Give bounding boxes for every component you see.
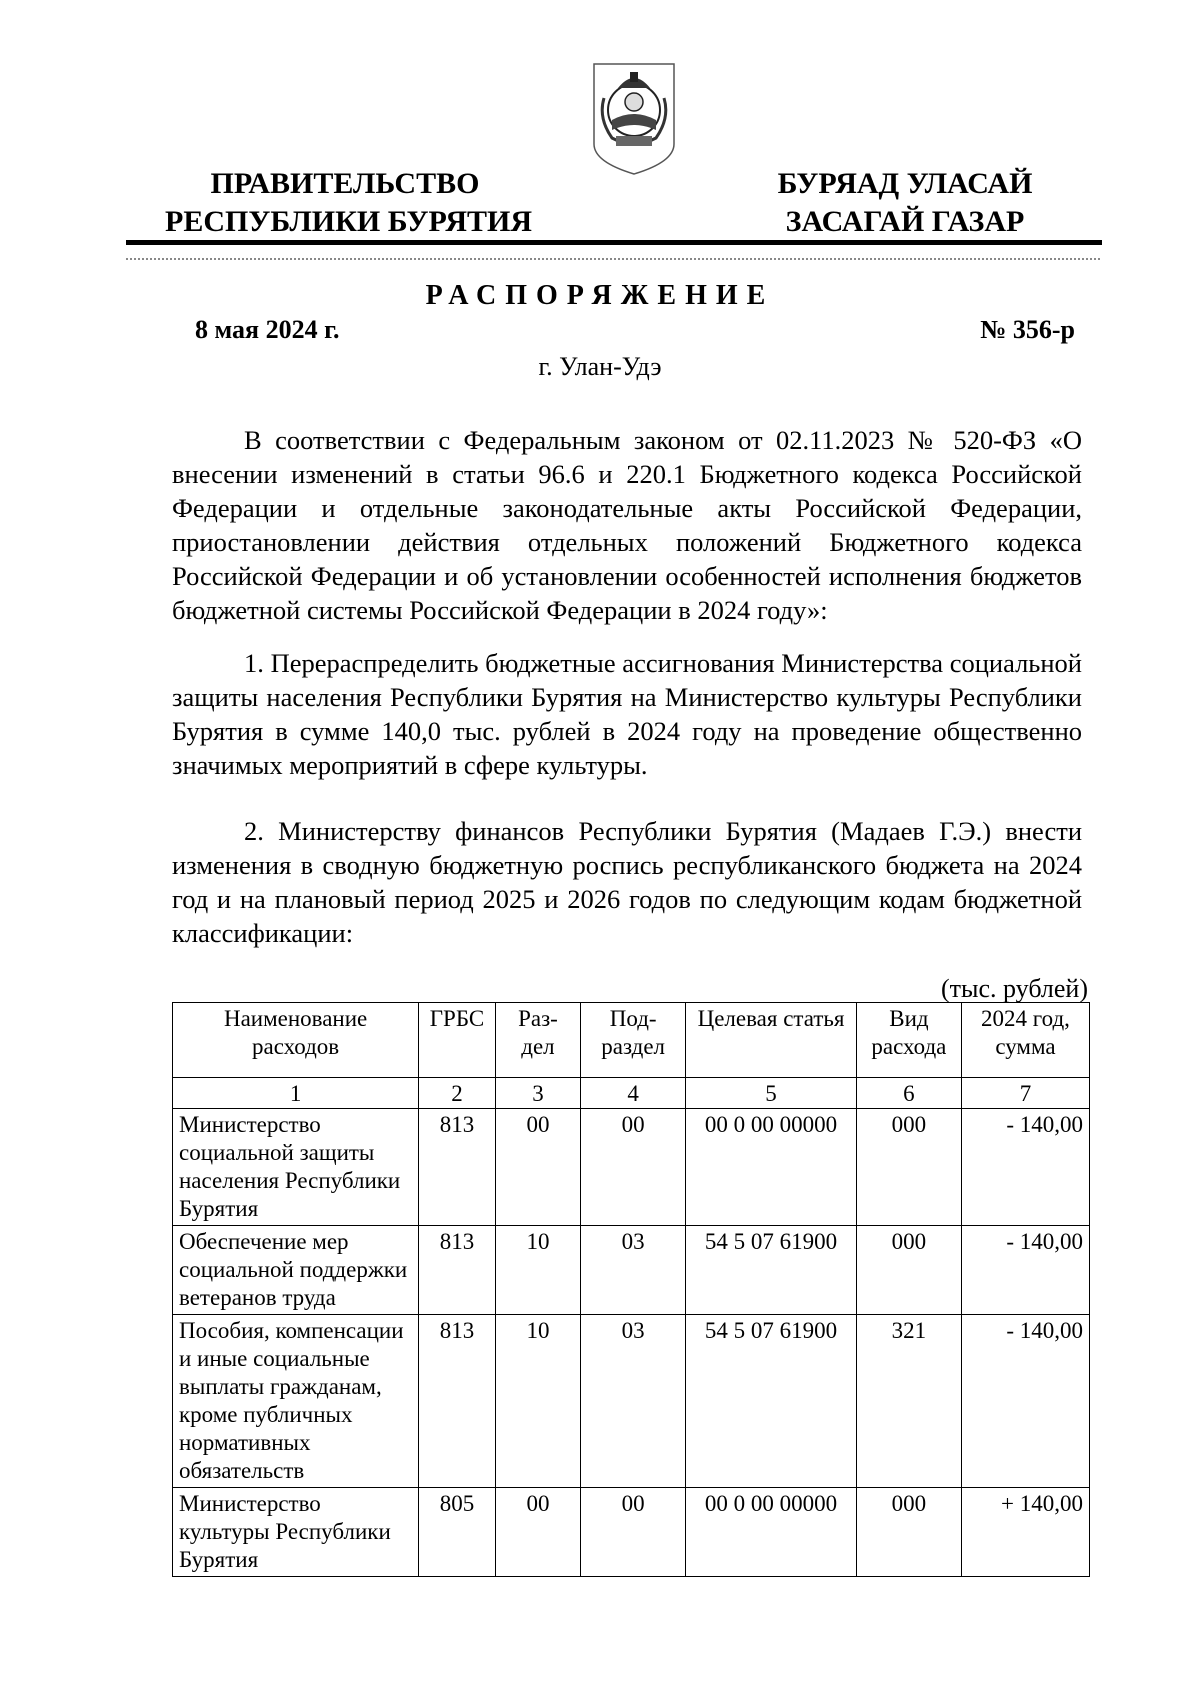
col-header-statya: Целевая статья [686,1003,857,1078]
cell-grbs: 813 [419,1109,496,1226]
cell-podrazdel: 03 [581,1226,686,1315]
cell-podrazdel: 03 [581,1315,686,1488]
cell-podrazdel: 00 [581,1488,686,1577]
table-column-numbers-row [173,1078,1090,1109]
cell-statya: 54 5 07 61900 [686,1315,857,1488]
cell-summa: + 140,00 [961,1488,1089,1577]
item-2-paragraph: 2. Министерству финансов Республики Бурятия (Мадаев Г.Э.) внести изменения в сводную бюджетную роспись республиканского бюджета на 2024 год и на плановый период 2025 и 2026 годов по следующим кодам бюджетной классификации: [172,816,1082,948]
header-left-line1: ПРАВИТЕЛЬСТВО [210,167,480,200]
col-number: 5 [686,1078,857,1109]
header-right-line1: БУРЯАД УЛАСАЙ [777,167,1033,200]
document-title: РАСПОРЯЖЕНИЕ [425,280,775,311]
cell-razdel: 10 [495,1315,580,1488]
cell-razdel: 10 [495,1226,580,1315]
table-row [173,1109,1090,1226]
table-row [173,1315,1090,1488]
col-header-name: Наименование расходов [173,1003,419,1078]
cell-grbs: 805 [419,1488,496,1577]
col-header-summa: 2024 год, сумма [961,1003,1089,1078]
cell-summa: - 140,00 [961,1109,1089,1226]
cell-name: Министерство социальной защиты населения Республики Бурятия [173,1109,419,1226]
cell-name: Министерство культуры Республики Бурятия [173,1488,419,1577]
col-number: 6 [856,1078,961,1109]
cell-vid: 321 [856,1315,961,1488]
col-number: 4 [581,1078,686,1109]
table-header-row [173,1003,1090,1078]
cell-razdel: 00 [495,1109,580,1226]
cell-vid: 000 [856,1488,961,1577]
col-header-razdel: Раз-дел [495,1003,580,1078]
table-row [173,1226,1090,1315]
cell-vid: 000 [856,1109,961,1226]
cell-statya: 00 0 00 00000 [686,1488,857,1577]
col-number: 1 [173,1078,419,1109]
government-name-russian [165,165,533,241]
header-left-line2: РЕСПУБЛИКИ БУРЯТИЯ [165,205,533,238]
col-header-podrazdel: Под-раздел [581,1003,686,1078]
cell-name: Пособия, компенсации и иные социальные выплаты гражданам, кроме публичных нормативных обязательств [173,1315,419,1488]
col-number: 7 [961,1078,1089,1109]
col-number: 3 [495,1078,580,1109]
document-city: г. Улан-Удэ [538,352,662,381]
col-header-vid: Вид расхода [856,1003,961,1078]
table-units-label: (тыс. рублей) [940,974,1088,1003]
table-row [173,1488,1090,1577]
cell-podrazdel: 00 [581,1109,686,1226]
header-right-line2: ЗАСАГАЙ ГАЗАР [785,205,1025,238]
document-number: № 356-р [980,315,1075,344]
cell-summa: - 140,00 [961,1226,1089,1315]
col-number: 2 [419,1078,496,1109]
header-dotted-divider [126,258,1102,260]
budget-table [172,1002,1090,1577]
coat-of-arms-emblem [590,58,678,178]
header-divider [126,240,1102,245]
cell-summa: - 140,00 [961,1315,1089,1488]
cell-statya: 00 0 00 00000 [686,1109,857,1226]
cell-statya: 54 5 07 61900 [686,1226,857,1315]
government-name-buryat [755,165,1055,241]
item-1-paragraph: 1. Перераспределить бюджетные ассигнования Министерства социальной защиты населения Республики Бурятия на Министерство культуры Республики Бурятия в сумме 140,0 тыс. рублей в 2024 году на проведение общественно значимых мероприятий в сфере культуры. [172,648,1082,780]
cell-name: Обеспечение мер социальной поддержки ветеранов труда [173,1226,419,1315]
cell-razdel: 00 [495,1488,580,1577]
intro-paragraph: В соответствии с Федеральным законом от 02.11.2023 № 520-ФЗ «О внесении изменений в статьи 96.6 и 220.1 Бюджетного кодекса Российской Федерации и отдельные законодательные акты Российской Федерации, приостановлении действия отдельных положений Бюджетного кодекса Российской Федерации и об установлении особенностей исполнения бюджетов бюджетной системы Российской Федерации в 2024 году»: [172,425,1082,625]
col-header-grbs: ГРБС [419,1003,496,1078]
document-date: 8 мая 2024 г. [195,315,340,344]
cell-grbs: 813 [419,1315,496,1488]
cell-grbs: 813 [419,1226,496,1315]
cell-vid: 000 [856,1226,961,1315]
